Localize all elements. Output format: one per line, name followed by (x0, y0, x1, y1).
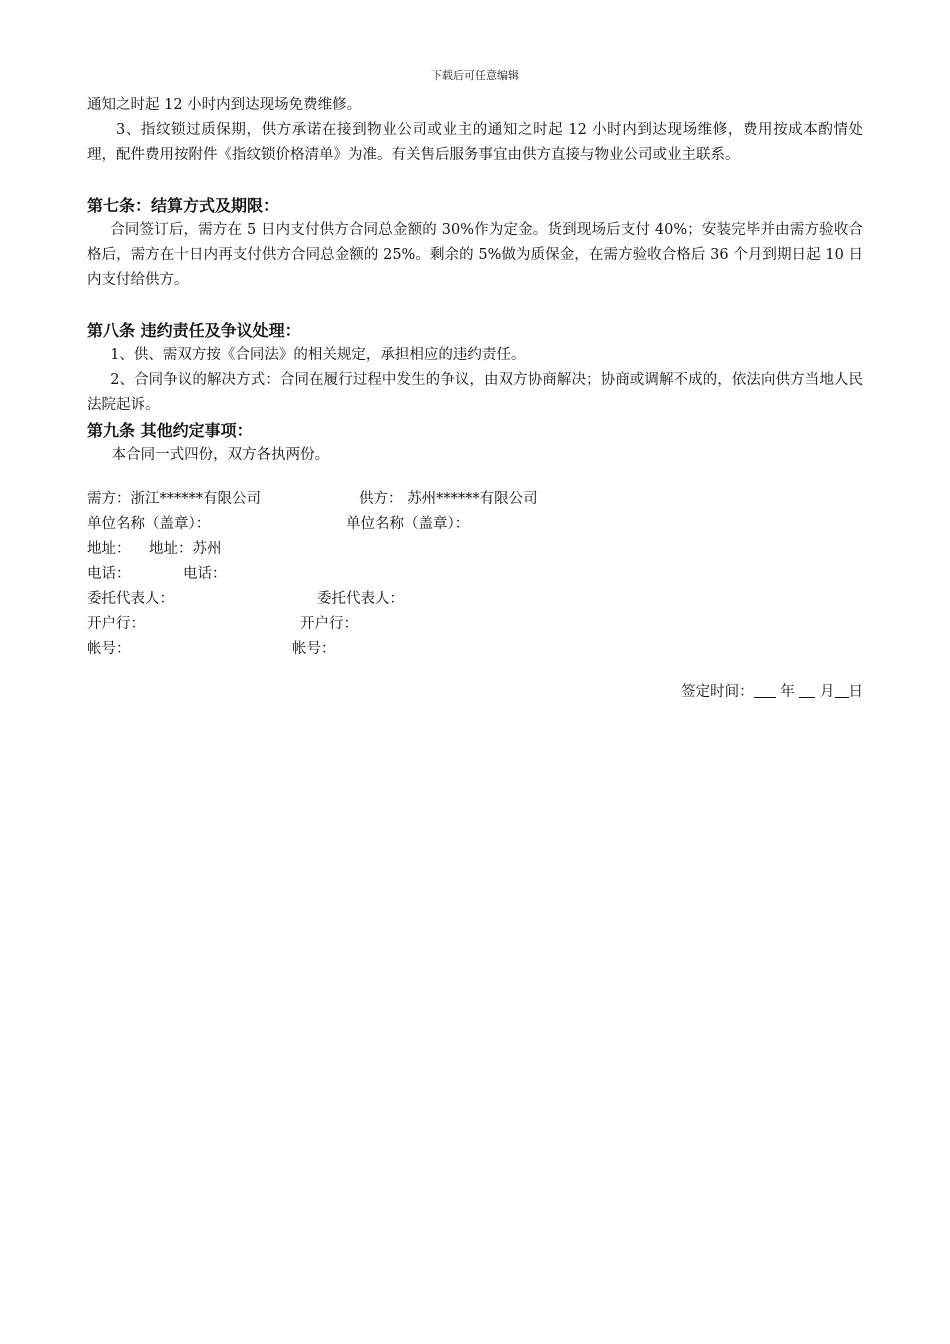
buyer-representative-label: 委托代表人： (87, 591, 174, 607)
paragraph-article-7: 合同签订后，需方在 5 日内支付供方合同总金额的 30%作为定金。货到现场后支付 40%；安装完毕并由需方验收合格后，需方在十日内再支付供方合同总金额的 25%。剩余的 5%做为质保金，在需方验收合格后 36 个月到期日起 10 日内支付给供方。 (87, 222, 863, 288)
month-blank (799, 681, 815, 698)
signature-row-bank (87, 612, 863, 637)
buyer-phone-label: 电话： (87, 566, 131, 582)
paragraph-continued: 通知之时起 12 小时内到达现场免费维修。 (87, 97, 362, 113)
sign-date-year: 年 (780, 684, 795, 700)
signature-row-phone (87, 562, 863, 587)
paragraph-article-9: 本合同一式四份，双方各执两份。 (111, 447, 330, 463)
supplier-unit-label: 单位名称（盖章）： (346, 516, 470, 532)
contract-page (87, 93, 863, 705)
sign-date (87, 680, 863, 705)
supplier-bank-label: 开户行： (300, 616, 358, 632)
sign-date-label: 签定时间： (681, 684, 754, 700)
signature-row-address (87, 537, 863, 562)
signature-row-account (87, 637, 863, 662)
heading-article-9: 第九条 其他约定事项： (87, 421, 253, 440)
buyer-unit-label: 单位名称（盖章）： (87, 516, 211, 532)
buyer-account-label: 帐号： (87, 641, 131, 657)
buyer-address-label: 地址： (87, 541, 131, 557)
page-header: 下载后可任意编辑 (431, 69, 519, 82)
sign-date-month: 月 (820, 684, 835, 700)
buyer-name: 需方：浙江******有限公司 (87, 491, 261, 507)
buyer-bank-label: 开户行： (87, 616, 145, 632)
signature-row-representative (87, 587, 863, 612)
signature-row-unit (87, 512, 863, 537)
supplier-address-label: 地址：苏州 (149, 541, 222, 557)
paragraph-article-8-1: 1、供、需双方按《合同法》的相关规定，承担相应的违约责任。 (110, 347, 526, 363)
heading-article-7: 第七条：结算方式及期限： (87, 196, 280, 215)
paragraph-article-8-2: 2、合同争议的解决方式：合同在履行过程中发生的争议，由双方协商解决；协商或调解不成的，依法向供方当地人民法院起诉。 (87, 372, 863, 413)
paragraph-warranty-3: 3、指纹锁过质保期，供方承诺在接到物业公司或业主的通知之时起 12 小时内到达现场维修，费用按成本酌情处理，配件费用按附件《指纹锁价格清单》为准。有关售后服务事宜由供方直接与物业公司或业主联系。 (87, 122, 863, 163)
supplier-name: 供方： 苏州******有限公司 (359, 491, 538, 507)
sign-date-day: 日 (848, 684, 863, 700)
supplier-representative-label: 委托代表人： (317, 591, 404, 607)
year-blank (754, 681, 776, 698)
signature-row-parties (87, 487, 863, 512)
day-blank (835, 681, 849, 698)
supplier-account-label: 帐号： (292, 641, 336, 657)
heading-article-8: 第八条 违约责任及争议处理： (87, 321, 301, 340)
supplier-phone-label: 电话： (183, 566, 227, 582)
